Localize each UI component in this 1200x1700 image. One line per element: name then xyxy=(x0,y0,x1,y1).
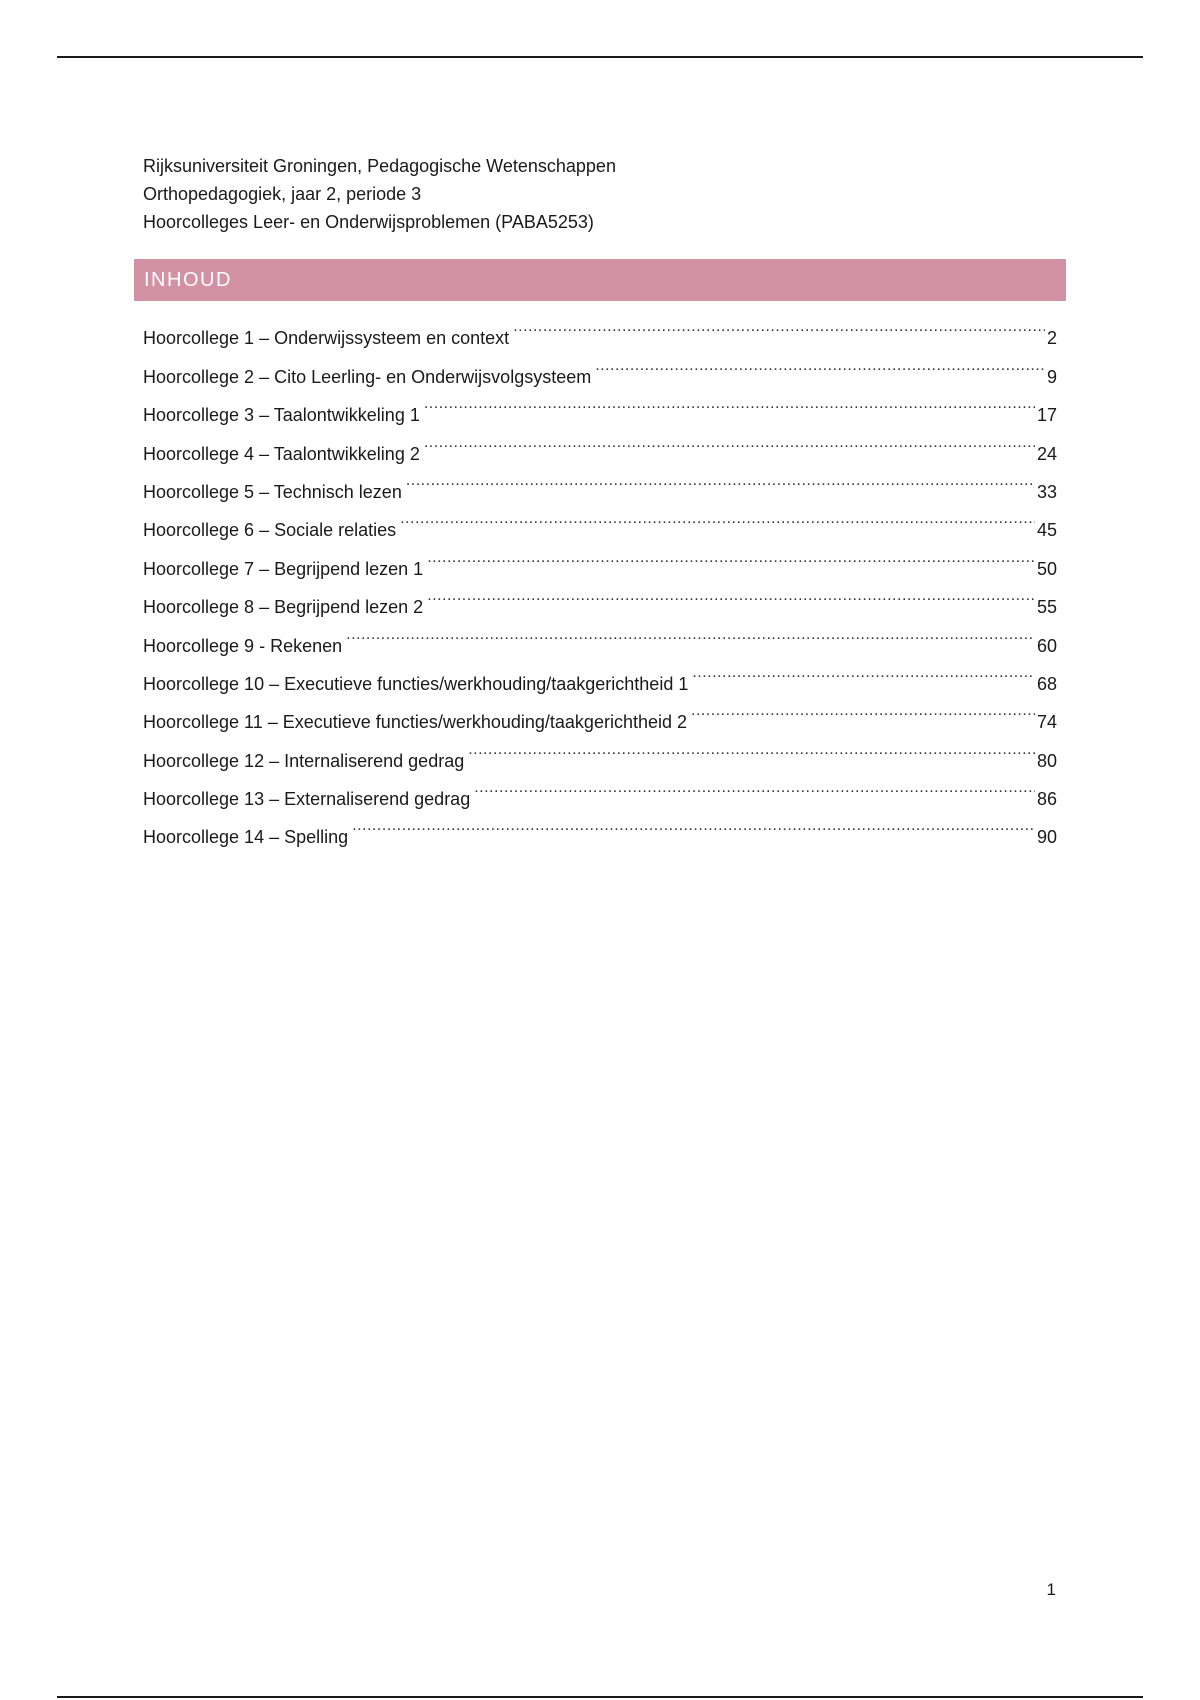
toc-entry-page: 60 xyxy=(1036,635,1057,656)
toc-entry-page: 50 xyxy=(1036,558,1057,579)
toc-entry-title: Hoorcollege 14 – Spelling xyxy=(143,827,349,848)
toc-dot-leader xyxy=(513,306,1045,344)
toc-entry-page: 33 xyxy=(1036,481,1057,502)
toc-dot-leader xyxy=(400,498,1035,536)
toc-entry-title: Hoorcollege 6 – Sociale relaties xyxy=(143,520,397,541)
toc-entry-title: Hoorcollege 8 – Begrijpend lezen 2 xyxy=(143,597,424,618)
toc-dot-leader xyxy=(406,460,1035,498)
toc-entry-title: Hoorcollege 3 – Taalontwikkeling 1 xyxy=(143,405,420,426)
toc-dot-leader xyxy=(468,728,1035,766)
course-line: Hoorcolleges Leer- en Onderwijsproblemen (PABA5253) xyxy=(143,212,594,232)
toc-entry-page: 55 xyxy=(1036,597,1057,618)
toc-heading: INHOUD xyxy=(144,268,232,291)
toc-heading-banner xyxy=(134,259,1066,301)
page-number: 1 xyxy=(1046,1580,1056,1599)
toc-dot-leader xyxy=(427,536,1035,574)
toc-dot-leader xyxy=(424,421,1035,459)
header-rule xyxy=(57,56,1143,58)
toc-entry-title: Hoorcollege 1 – Onderwijssysteem en context xyxy=(143,328,510,349)
toc-entry-title: Hoorcollege 12 – Internaliserend gedrag xyxy=(143,750,465,771)
toc-dot-leader xyxy=(691,690,1035,728)
toc-entry-title: Hoorcollege 4 – Taalontwikkeling 2 xyxy=(143,443,420,464)
toc-entry-page: 17 xyxy=(1036,405,1057,426)
toc-dot-leader xyxy=(427,575,1035,613)
document-header xyxy=(143,152,1043,236)
toc-entry-title: Hoorcollege 13 – Externaliserend gedrag xyxy=(143,789,471,810)
toc-entry-title: Hoorcollege 2 – Cito Leerling- en Onderwijsvolgsysteem xyxy=(143,366,592,387)
toc-dot-leader xyxy=(692,652,1035,690)
toc-dot-leader xyxy=(595,344,1045,382)
toc-entry-title: Hoorcollege 5 – Technisch lezen xyxy=(143,481,402,502)
toc-entry-page: 74 xyxy=(1036,712,1057,733)
university-line: Rijksuniversiteit Groningen, Pedagogische Wetenschappen xyxy=(143,156,616,176)
toc-entry[interactable] xyxy=(143,306,1057,349)
table-of-contents xyxy=(143,306,1057,848)
toc-dot-leader xyxy=(474,767,1035,805)
toc-entry-page: 2 xyxy=(1046,328,1057,349)
toc-entry-title: Hoorcollege 7 – Begrijpend lezen 1 xyxy=(143,558,424,579)
toc-entry-page: 68 xyxy=(1036,673,1057,694)
toc-dot-leader xyxy=(352,805,1035,843)
toc-entry-page: 86 xyxy=(1036,789,1057,810)
footer-rule xyxy=(57,1696,1143,1698)
toc-entry-page: 90 xyxy=(1036,827,1057,848)
toc-entry-page: 80 xyxy=(1036,750,1057,771)
toc-dot-leader xyxy=(424,383,1035,421)
toc-entry-page: 24 xyxy=(1036,443,1057,464)
program-line: Orthopedagogiek, jaar 2, periode 3 xyxy=(143,184,422,204)
toc-entry-page: 9 xyxy=(1046,366,1057,387)
toc-entry-title: Hoorcollege 10 – Executieve functies/werkhouding/taakgerichtheid 1 xyxy=(143,673,689,694)
toc-entry-title: Hoorcollege 9 - Rekenen xyxy=(143,635,343,656)
toc-entry-title: Hoorcollege 11 – Executieve functies/werkhouding/taakgerichtheid 2 xyxy=(143,712,687,733)
toc-entry-page: 45 xyxy=(1036,520,1057,541)
toc-dot-leader xyxy=(346,613,1035,651)
